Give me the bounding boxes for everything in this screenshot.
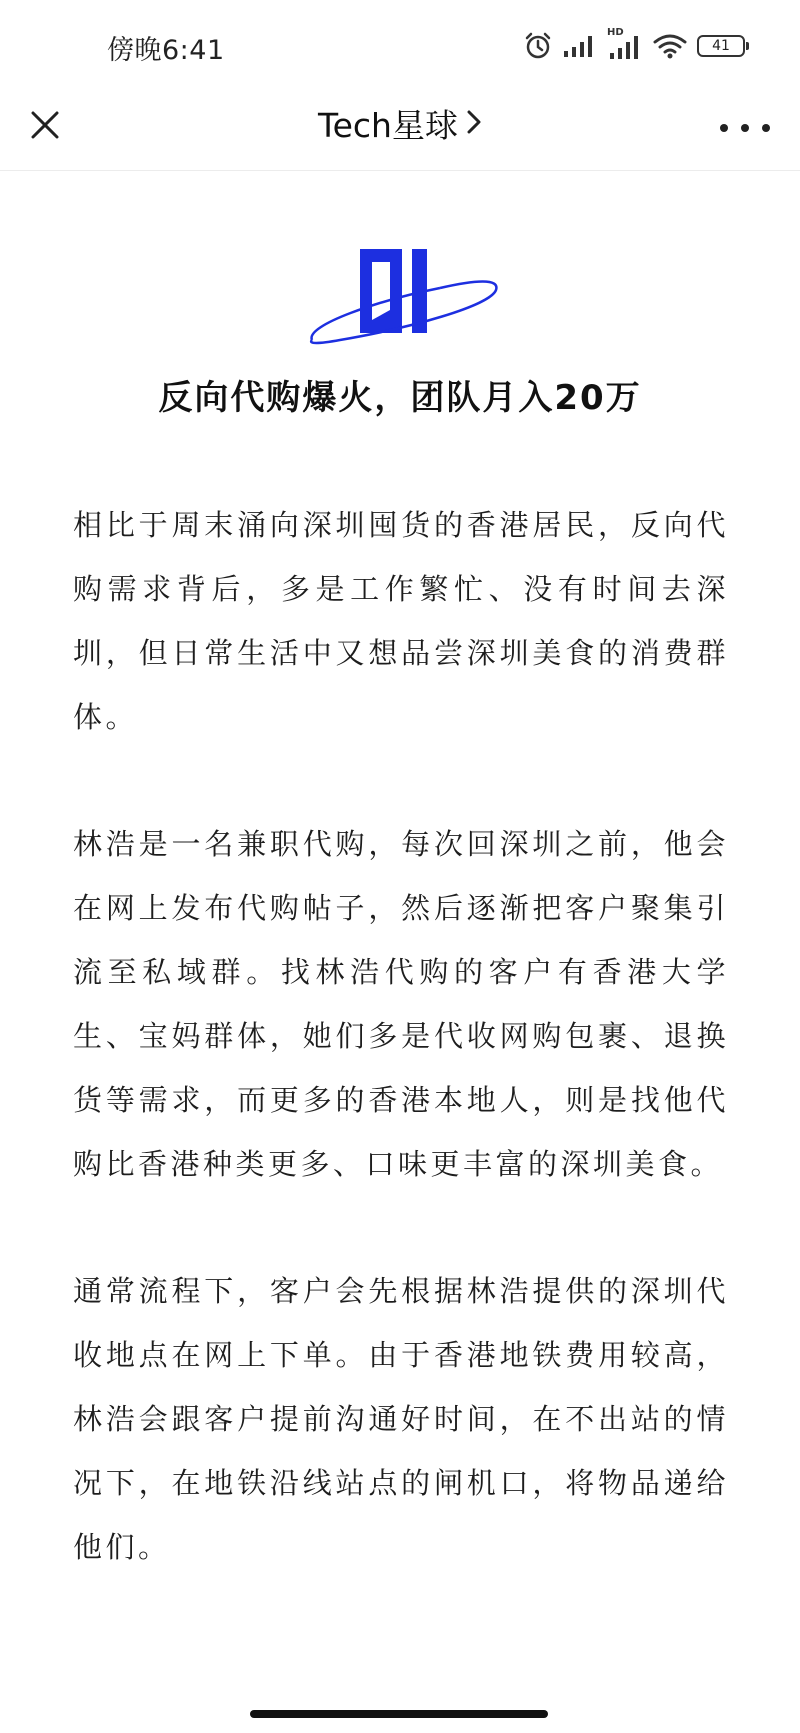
section-number-logo — [300, 240, 500, 355]
article-paragraph: 相比于周末涌向深圳囤货的香港居民，反向代购需求背后，多是工作繁忙、没有时间去深圳，但日常生活中又想品尝深圳美食的消费群体。 — [73, 508, 729, 734]
article-body — [73, 493, 729, 1642]
signal-icon — [563, 33, 597, 59]
hd-signal-icon — [607, 27, 643, 61]
home-indicator[interactable] — [250, 1710, 548, 1718]
more-options-button[interactable] — [720, 108, 770, 148]
alarm-icon — [523, 31, 553, 61]
more-dot-icon — [741, 124, 749, 132]
more-dot-icon — [762, 124, 770, 132]
section-title: 反向代购爆火，团队月入20万 — [158, 378, 642, 418]
nav-bar — [0, 86, 800, 171]
battery-indicator: 41 — [697, 35, 745, 57]
account-title-link[interactable] — [0, 100, 800, 147]
article-paragraph: 通常流程下，客户会先根据林浩提供的深圳代收地点在网上下单。由于香港地铁费用较高，林浩会跟客户提前沟通好时间，在不出站的情况下，在地铁沿线站点的闸机口，将物品递给他们。 — [73, 1274, 729, 1564]
chevron-right-icon — [466, 104, 482, 143]
status-icons — [523, 28, 745, 64]
status-bar — [0, 0, 800, 86]
hd-label: HD — [607, 27, 624, 38]
status-time: 傍晚6:41 — [107, 35, 225, 66]
more-dot-icon — [720, 124, 728, 132]
wifi-icon — [653, 33, 687, 59]
article-paragraph: 林浩是一名兼职代购，每次回深圳之前，他会在网上发布代购帖子，然后逐渐把客户聚集引流至私域群。找林浩代购的客户有香港大学生、宝妈群体，她们多是代收网购包裹、退换货等需求，而更多的香港本地人，则是找他代购比香港种类更多、口味更丰富的深圳美食。 — [73, 827, 729, 1181]
account-name: Tech星球 — [318, 106, 458, 145]
